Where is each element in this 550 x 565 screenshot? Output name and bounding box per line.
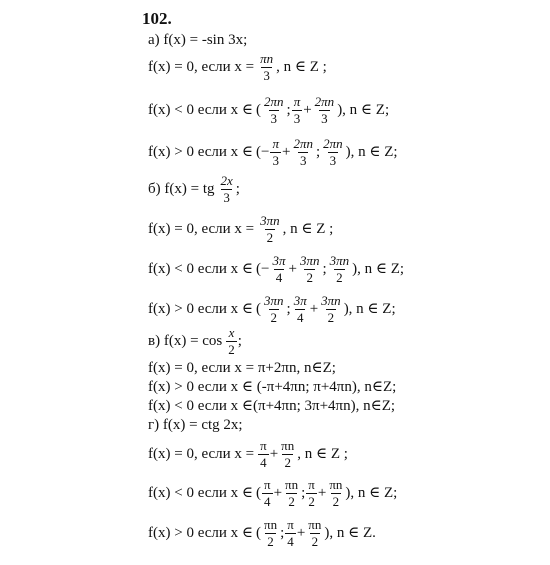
numerator: 3πn bbox=[299, 253, 320, 268]
part-b-function bbox=[148, 174, 240, 204]
numerator: πn bbox=[281, 438, 295, 453]
numerator: π bbox=[264, 477, 271, 492]
denominator: 3 bbox=[293, 110, 301, 126]
numerator: 2x bbox=[220, 173, 233, 188]
text: б) f(x) = tg bbox=[148, 180, 215, 197]
text: f(x) > 0 если x ∈ bbox=[148, 300, 253, 317]
text: , n ∈ Z ; bbox=[297, 445, 348, 462]
numerator: 2πn bbox=[323, 136, 343, 151]
problem-number: 102. bbox=[142, 9, 172, 28]
denominator: 4 bbox=[275, 269, 283, 285]
denominator: 3 bbox=[270, 110, 277, 126]
denominator: 2 bbox=[327, 309, 335, 325]
text: (− bbox=[256, 143, 270, 160]
text: + bbox=[317, 484, 327, 501]
fraction bbox=[319, 294, 343, 324]
text: ; bbox=[301, 484, 306, 501]
denominator: 3 bbox=[263, 67, 270, 83]
denominator: 2 bbox=[308, 493, 315, 509]
numerator: πn bbox=[285, 477, 299, 492]
text: (− bbox=[256, 260, 270, 277]
part-g-function: г) f(x) = ctg 2x; bbox=[148, 417, 243, 433]
numerator: 3π bbox=[272, 253, 286, 268]
part-v-negative: f(x) < 0 если x ∈(π+4πn; 3π+4πn), n∈Z; bbox=[148, 398, 396, 414]
text: + bbox=[303, 101, 312, 118]
fraction bbox=[327, 478, 344, 508]
text: f(x) > 0 если x ∈ bbox=[148, 143, 253, 160]
numerator: πn bbox=[308, 517, 322, 532]
numerator: π bbox=[260, 438, 267, 453]
text: в) f(x) = cos bbox=[148, 332, 223, 349]
numerator: π bbox=[308, 477, 315, 492]
fraction bbox=[285, 518, 296, 548]
part-v-function bbox=[148, 326, 242, 356]
text: ), n ∈ Z; bbox=[345, 143, 398, 160]
fraction bbox=[321, 137, 345, 167]
text: ; bbox=[286, 101, 291, 118]
numerator: 3πn bbox=[260, 213, 280, 228]
part-a-function: а) f(x) = -sin 3x; bbox=[148, 32, 248, 48]
text: f(x) < 0 если x ∈ bbox=[148, 484, 253, 501]
fraction bbox=[258, 52, 275, 82]
fraction bbox=[292, 95, 303, 125]
text: ; bbox=[286, 300, 291, 317]
text: ), n ∈ Z; bbox=[337, 101, 390, 118]
text: ( bbox=[256, 484, 261, 501]
fraction bbox=[226, 326, 237, 356]
fraction bbox=[306, 478, 317, 508]
part-b-negative bbox=[148, 254, 404, 284]
denominator: 3 bbox=[321, 110, 328, 126]
numerator: x bbox=[228, 325, 235, 340]
fraction bbox=[270, 137, 281, 167]
denominator: 4 bbox=[260, 454, 267, 470]
text: , n ∈ Z ; bbox=[282, 220, 334, 237]
numerator: 2πn bbox=[264, 94, 284, 109]
fraction bbox=[262, 478, 273, 508]
part-a-positive bbox=[148, 137, 398, 167]
denominator: 2 bbox=[270, 309, 277, 325]
text: ; bbox=[237, 332, 242, 349]
text: ; bbox=[280, 524, 285, 541]
text: ( bbox=[256, 101, 261, 118]
text: ), n ∈ Z; bbox=[343, 300, 396, 317]
text: f(x) > 0 если x ∈ bbox=[148, 524, 253, 541]
fraction bbox=[262, 294, 286, 324]
numerator: πn bbox=[264, 517, 278, 532]
text: + bbox=[273, 484, 283, 501]
numerator: πn bbox=[260, 51, 274, 66]
part-g-negative bbox=[148, 478, 397, 508]
numerator: πn bbox=[329, 477, 343, 492]
denominator: 2 bbox=[311, 533, 319, 549]
part-a-zero bbox=[148, 52, 327, 82]
numerator: 2πn bbox=[293, 136, 313, 151]
denominator: 3 bbox=[299, 152, 307, 168]
fraction bbox=[306, 518, 323, 548]
numerator: π bbox=[272, 136, 279, 151]
fraction bbox=[279, 439, 296, 469]
fraction bbox=[270, 254, 287, 284]
fraction bbox=[292, 294, 309, 324]
text: ), n ∈ Z; bbox=[352, 260, 405, 277]
denominator: 4 bbox=[296, 309, 304, 325]
text: ; bbox=[322, 260, 327, 277]
text: + bbox=[296, 524, 306, 541]
fraction bbox=[313, 95, 337, 125]
numerator: π bbox=[287, 517, 294, 532]
fraction bbox=[328, 254, 352, 284]
text: ), n ∈ Z. bbox=[324, 524, 376, 541]
fraction bbox=[298, 254, 322, 284]
text: ( bbox=[256, 300, 261, 317]
denominator: 3 bbox=[223, 189, 230, 205]
numerator: 3π bbox=[293, 293, 307, 308]
denominator: 3 bbox=[272, 152, 279, 168]
numerator: 3πn bbox=[329, 253, 350, 268]
part-v-zero: f(x) = 0, если x = π+2πn, n∈Z; bbox=[148, 360, 336, 376]
numerator: 2πn bbox=[314, 94, 335, 109]
text: f(x) = 0, если x = bbox=[148, 58, 255, 75]
numerator: π bbox=[293, 94, 301, 109]
text: f(x) < 0 если x ∈ bbox=[148, 260, 253, 277]
denominator: 2 bbox=[266, 229, 274, 245]
numerator: 3πn bbox=[321, 293, 341, 308]
fraction bbox=[219, 174, 235, 204]
part-b-positive bbox=[148, 294, 396, 324]
part-b-zero bbox=[148, 214, 333, 244]
numerator: 3πn bbox=[264, 293, 284, 308]
text: f(x) < 0 если x ∈ bbox=[148, 101, 253, 118]
denominator: 2 bbox=[336, 269, 343, 285]
denominator: 3 bbox=[329, 152, 337, 168]
text: + bbox=[269, 445, 279, 462]
denominator: 4 bbox=[287, 533, 294, 549]
text: , n ∈ Z ; bbox=[276, 58, 327, 75]
fraction bbox=[291, 137, 315, 167]
text: ( bbox=[256, 524, 261, 541]
denominator: 2 bbox=[228, 341, 235, 357]
text: f(x) = 0, если x = bbox=[148, 220, 255, 237]
text: ; bbox=[315, 143, 321, 160]
fraction bbox=[262, 518, 279, 548]
text: ), n ∈ Z; bbox=[345, 484, 398, 501]
denominator: 4 bbox=[264, 493, 271, 509]
fraction bbox=[283, 478, 300, 508]
denominator: 2 bbox=[288, 493, 295, 509]
denominator: 2 bbox=[284, 454, 291, 470]
fraction bbox=[258, 214, 282, 244]
text: + bbox=[309, 300, 319, 317]
fraction bbox=[262, 95, 286, 125]
part-g-zero bbox=[148, 439, 348, 469]
text: + bbox=[288, 260, 297, 277]
part-v-positive: f(x) > 0 если x ∈ (-π+4πn; π+4πn), n∈Z; bbox=[148, 379, 397, 395]
denominator: 2 bbox=[306, 269, 313, 285]
denominator: 2 bbox=[332, 493, 340, 509]
text: + bbox=[281, 143, 291, 160]
denominator: 2 bbox=[267, 533, 274, 549]
part-g-positive bbox=[148, 518, 376, 548]
fraction bbox=[258, 439, 269, 469]
part-a-negative bbox=[148, 95, 389, 125]
text: f(x) = 0, если x = bbox=[148, 445, 255, 462]
text: ; bbox=[235, 180, 240, 197]
